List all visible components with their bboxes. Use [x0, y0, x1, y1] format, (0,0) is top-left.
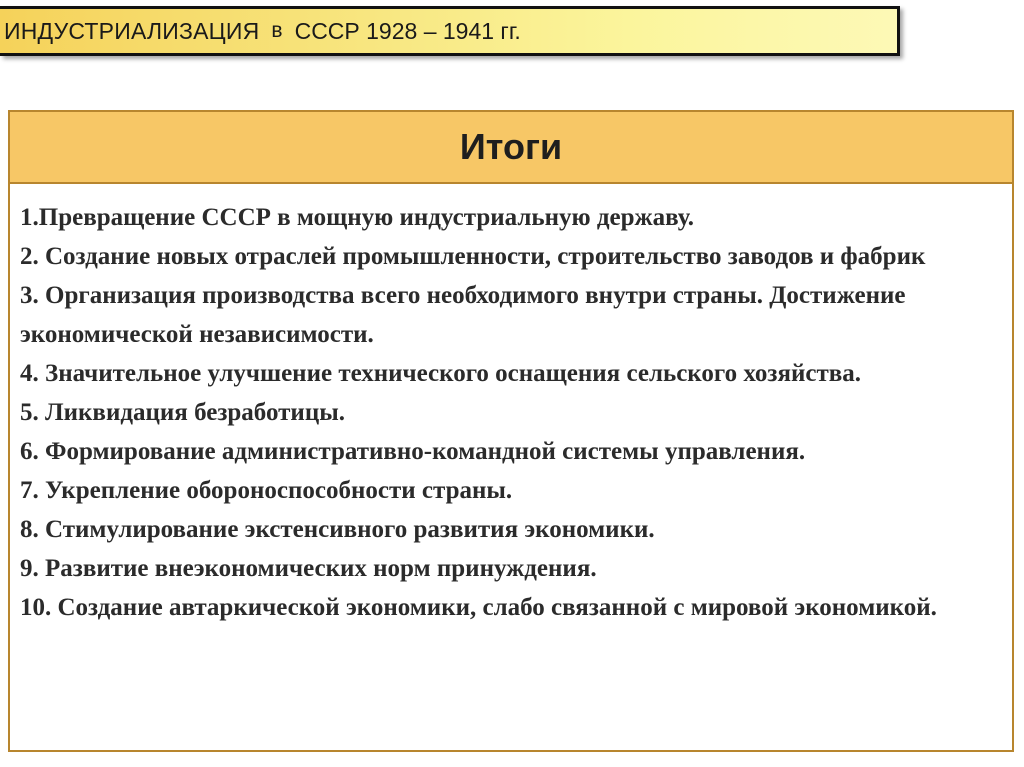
panel-title: Итоги [10, 112, 1012, 184]
list-item: 10. Создание автаркической экономики, слабо связанной с мировой экономикой. [20, 594, 937, 621]
list-item: 7. Укрепление обороноспособности страны. [20, 477, 513, 504]
list-item: 2. Создание новых отраслей промышленности, строительство заводов и фабрик [20, 243, 926, 270]
list-item: 4. Значительное улучшение технического оснащения сельского хозяйства. [20, 360, 862, 387]
list-item: 5. Ликвидация безработицы. [20, 399, 345, 426]
title-banner [0, 6, 900, 56]
list-item: 6. Формирование административно-командной системы управления. [20, 438, 806, 465]
list-item: 9. Развитие внеэкономических норм принуждения. [20, 555, 597, 582]
panel-body [10, 184, 1012, 627]
results-list [20, 198, 1000, 627]
list-item: 3. Организация производства всего необходимого внутри страны. Достижение экономической независимости. [20, 282, 906, 348]
results-panel [8, 110, 1014, 752]
list-item: 8. Стимулирование экстенсивного развития экономики. [20, 516, 655, 543]
list-item: 1.Превращение СССР в мощную индустриальную державу. [20, 204, 695, 231]
banner-title-word2: в [271, 19, 283, 42]
banner-title-word1: ИНДУСТРИАЛИЗАЦИЯ [4, 17, 260, 44]
banner-title-word3: СССР 1928 – 1941 гг. [294, 17, 521, 44]
